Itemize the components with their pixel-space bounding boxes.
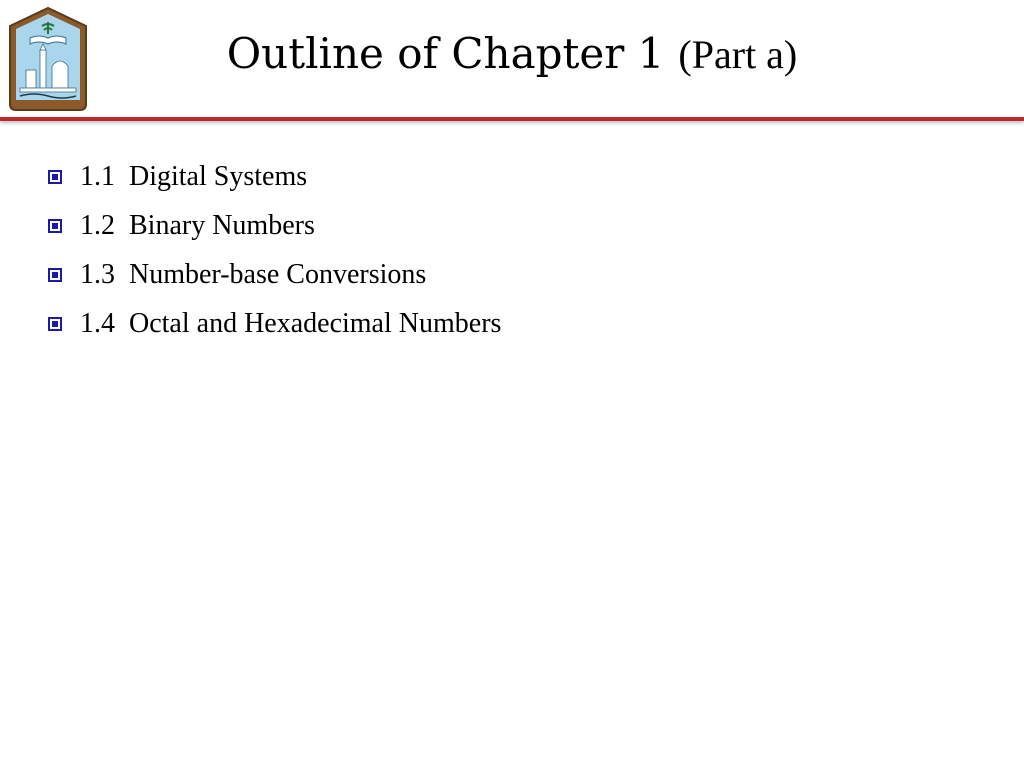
slide-title (0, 28, 1024, 81)
slide-title-sub: (Part a) (678, 32, 798, 77)
square-bullet-icon (48, 317, 62, 331)
outline-item-label: 1.3 Number-base Conversions (80, 258, 427, 290)
square-bullet-icon (48, 268, 62, 282)
outline-item (48, 201, 501, 250)
title-divider (0, 117, 1024, 121)
outline-list (48, 152, 501, 348)
outline-item-label: 1.4 Octal and Hexadecimal Numbers (80, 307, 502, 339)
outline-item (48, 152, 501, 201)
slide-title-main: Outline of Chapter 1 (226, 29, 665, 78)
outline-item-label: 1.1 Digital Systems (80, 160, 308, 192)
outline-item (48, 250, 501, 299)
outline-item-label: 1.2 Binary Numbers (80, 209, 315, 241)
outline-item (48, 299, 501, 348)
square-bullet-icon (48, 170, 62, 184)
square-bullet-icon (48, 219, 62, 233)
